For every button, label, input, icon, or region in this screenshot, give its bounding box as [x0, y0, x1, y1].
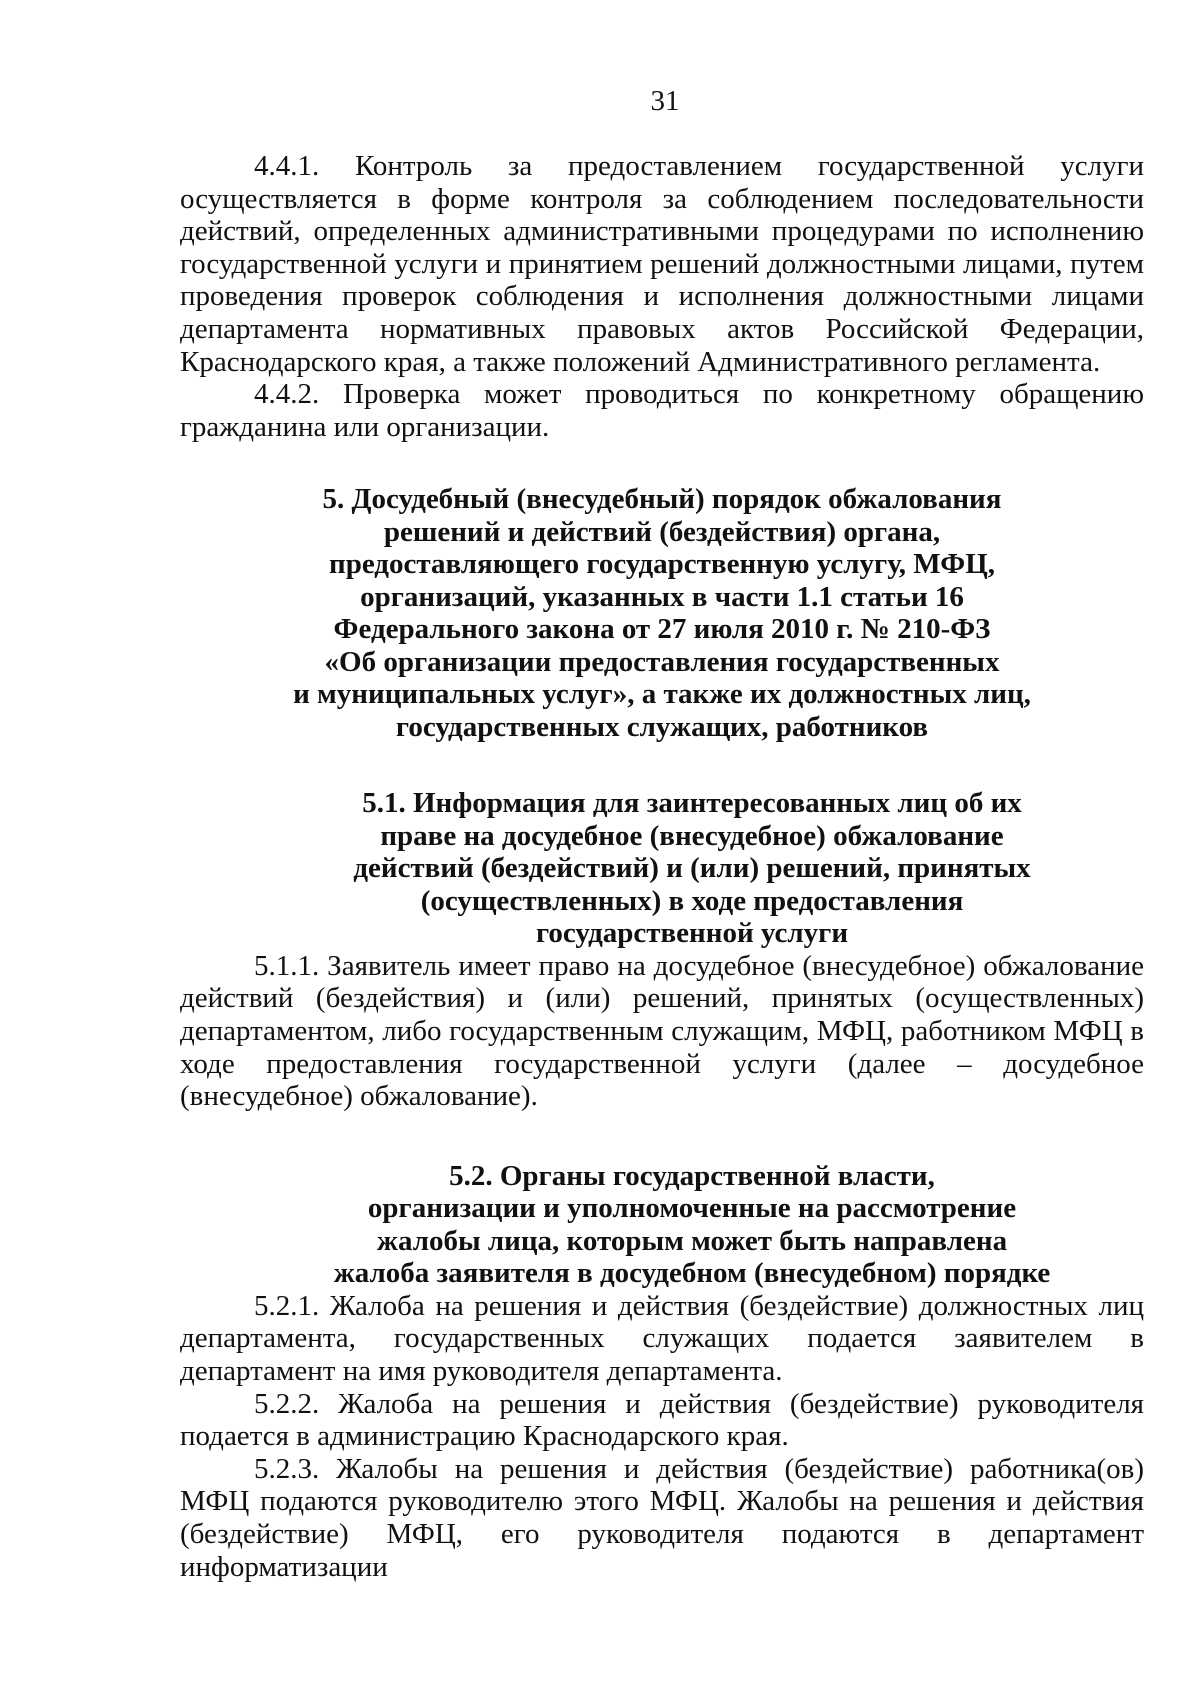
heading-line: 5.1. Информация для заинтересованных лиц об их — [362, 787, 1022, 820]
heading-line: организации и уполномоченные на рассмотрение — [367, 1192, 1017, 1225]
paragraph-5-1-1: 5.1.1. Заявитель имеет право на досудебное (внесудебное) обжалование действий (бездействия) и (или) решений, принятых (осуществленных) департаментом, либо государственным служащим, МФЦ, работником МФЦ в ходе предоставления государственной услуги (далее – досудебное (внесудебное) обжалование). — [180, 949, 1144, 1113]
heading-line: решений и действий (бездействия) органа, — [383, 515, 941, 548]
paragraph-4-4-1: 4.4.1. Контроль за предоставлением государственной услуги осуществляется в форме контроля за соблюдением последовательности действий, определенных административными процедурами по исполнению государственной услуги и принятием решений должностными лицами, путем проведения проверок соблюдения и исполнения должностными лицами департамента нормативных правовых актов Российской Федерации, Краснодарского края, а также положений Административного регламента. — [180, 150, 1144, 378]
paragraph-5-2-1: 5.2.1. Жалоба на решения и действия (бездействие) должностных лиц департамента, государственных служащих подается заявителем в департамент на имя руководителя департамента. — [180, 1289, 1144, 1387]
section-5-2-heading — [180, 1160, 1144, 1290]
heading-line: и муниципальных услуг», а также их должностных лиц, — [293, 678, 1031, 711]
section-5-1-heading — [180, 787, 1144, 950]
heading-line: (осуществленных) в ходе предоставления — [420, 884, 964, 917]
heading-line: организаций, указанных в части 1.1 статьи 16 — [360, 580, 964, 613]
heading-line: действий (бездействий) и (или) решений, принятых — [353, 852, 1031, 885]
heading-line: 5. Досудебный (внесудебный) порядок обжалования — [322, 483, 1002, 516]
heading-line: жалоба заявителя в досудебном (внесудебном) порядке — [333, 1257, 1051, 1290]
page-number: 31 — [650, 85, 680, 117]
heading-line: предоставляющего государственную услугу, МФЦ, — [328, 548, 996, 581]
heading-line: жалобы лица, которым может быть направлена — [376, 1224, 1008, 1257]
heading-line: Федерального закона от 27 июля 2010 г. № 210-ФЗ — [333, 613, 991, 646]
heading-line: 5.2. Органы государственной власти, — [449, 1159, 935, 1192]
heading-line: «Об организации предоставления государственных — [324, 645, 1000, 678]
heading-line: государственных служащих, работников — [395, 710, 929, 743]
paragraph-4-4-2: 4.4.2. Проверка может проводиться по конкретному обращению гражданина или организации. — [180, 378, 1144, 443]
heading-line: государственной услуги — [535, 917, 849, 950]
section-5-heading — [180, 483, 1144, 743]
document-body — [180, 150, 1144, 1583]
heading-line: праве на досудебное (внесудебное) обжалование — [380, 819, 1004, 852]
paragraph-5-2-2: 5.2.2. Жалоба на решения и действия (бездействие) руководителя подается в администрацию Краснодарского края. — [180, 1387, 1144, 1453]
paragraph-5-2-3: 5.2.3. Жалобы на решения и действия (бездействие) работника(ов) МФЦ подаются руководителю этого МФЦ. Жалобы на решения и действия (бездействие) МФЦ, его руководителя подаются в департамент информатизации — [180, 1452, 1144, 1583]
